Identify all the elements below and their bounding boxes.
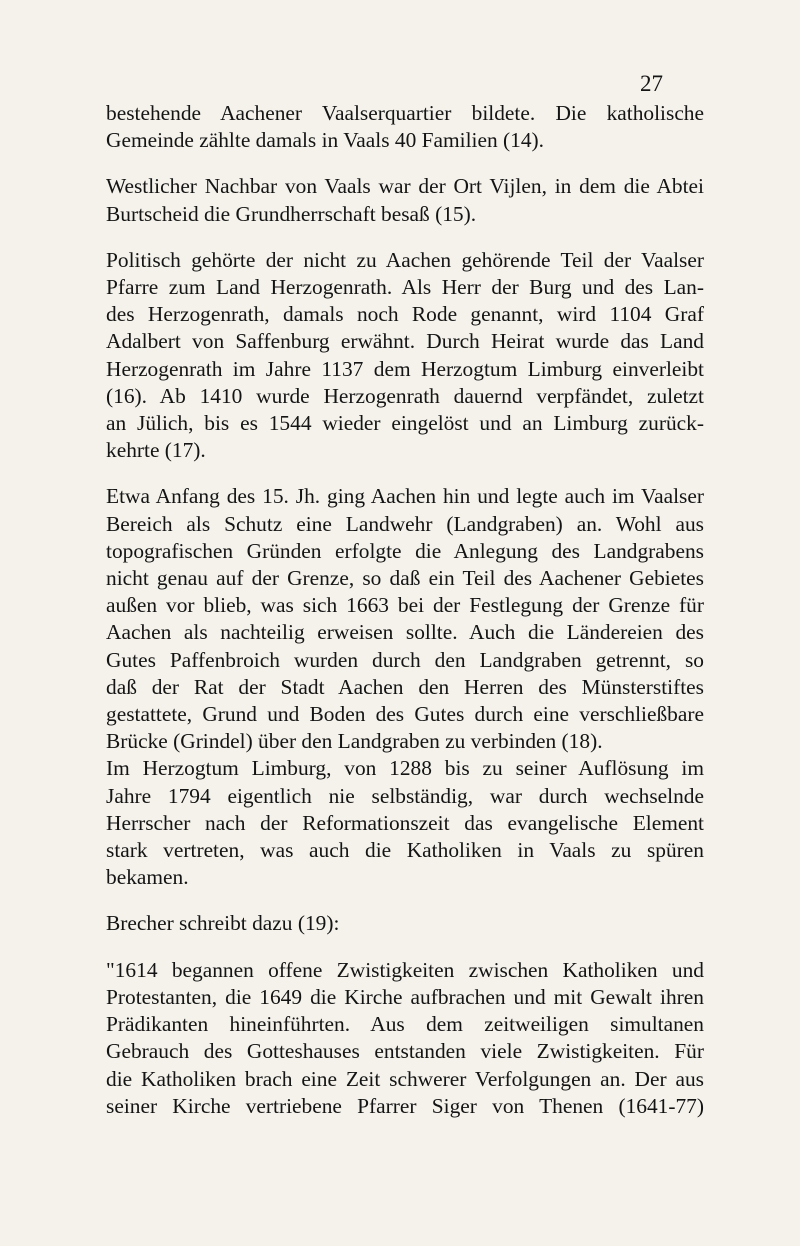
text-line: Herrscher nach der Reformationszeit das evangelische Element [106,810,704,835]
text-line: außen vor blieb, was sich 1663 bei der Festlegung der Grenze für [106,593,704,618]
text-line: Im Herzogtum Limburg, von 1288 bis zu seiner Auflösung im [106,756,704,781]
text-line: des Herzogenrath, damals noch Rode genannt, wird 1104 Graf [106,302,704,327]
text-line: Protestanten, die 1649 die Kirche aufbrachen und mit Gewalt ihren [106,984,704,1009]
paragraph-6 [106,910,704,937]
text-line: Herzogenrath im Jahre 1137 dem Herzogtum Limburg einverleibt [106,356,704,381]
text-line: Brecher schreibt dazu (19): [106,911,340,936]
text-line: bestehende Aachener Vaalserquartier bildete. Die katholische [106,101,704,125]
text-line: Etwa Anfang des 15. Jh. ging Aachen hin und legte auch im Vaalser [106,484,704,509]
text-line: Gemeinde zählte damals in Vaals 40 Familien (14). [106,128,544,153]
paragraph-3 [106,247,704,465]
text-line: Gebrauch des Gotteshauses entstanden viele Zwistigkeiten. Für [106,1039,704,1064]
paragraph-4 [106,483,704,755]
body-text [106,100,704,1120]
text-line: nicht genau auf der Grenze, so daß ein Teil des Aachener Gebietes [106,566,704,591]
text-line: Prädikanten hineinführten. Aus dem zeitweiligen simultanen [106,1012,704,1037]
text-line: Gutes Paffenbroich wurden durch den Landgraben getrennt, so [106,647,704,672]
text-line: gestattete, Grund und Boden des Gutes durch eine verschließbare [106,702,704,727]
text-line: Brücke (Grindel) über den Landgraben zu verbinden (18). [106,729,603,754]
page-number: 27 [640,71,663,96]
paragraph-2 [106,173,704,227]
text-line: seiner Kirche vertriebene Pfarrer Siger von Thenen (1641-77) [106,1093,704,1118]
text-line: Pfarre zum Land Herzogenrath. Als Herr der Burg und des Lan- [106,275,704,300]
text-line: Westlicher Nachbar von Vaals war der Ort Vijlen, in dem die Abtei [106,174,704,199]
text-line: an Jülich, bis es 1544 wieder eingelöst und an Limburg zurück- [106,411,704,436]
text-line: Politisch gehörte der nicht zu Aachen gehörende Teil der Vaalser [106,247,704,272]
text-line: Adalbert von Saffenburg erwähnt. Durch Heirat wurde das Land [106,329,704,354]
paragraph-1 [106,100,704,154]
text-line: kehrte (17). [106,438,206,463]
text-line: topografischen Gründen erfolgte die Anlegung des Landgrabens [106,538,704,563]
text-line: bekamen. [106,865,189,890]
text-line: Aachen als nachteilig erweisen sollte. Auch die Ländereien des [106,620,704,645]
text-line: die Katholiken brach eine Zeit schwerer Verfolgungen an. Der aus [106,1066,704,1091]
text-line: Bereich als Schutz eine Landwehr (Landgraben) an. Wohl aus [106,511,704,536]
text-line: daß der Rat der Stadt Aachen den Herren des Münsterstiftes [106,674,704,699]
text-line: "1614 begannen offene Zwistigkeiten zwischen Katholiken und [106,957,704,982]
paragraph-7 [106,957,704,1120]
text-line: Jahre 1794 eigentlich nie selbständig, war durch wechselnde [106,783,704,808]
text-line: Burtscheid die Grundherrschaft besaß (15). [106,201,477,226]
text-line: stark vertreten, was auch die Katholiken in Vaals zu spüren [106,838,704,863]
paragraph-5 [106,755,704,891]
text-line: (16). Ab 1410 wurde Herzogenrath dauernd verpfändet, zuletzt [106,383,704,408]
